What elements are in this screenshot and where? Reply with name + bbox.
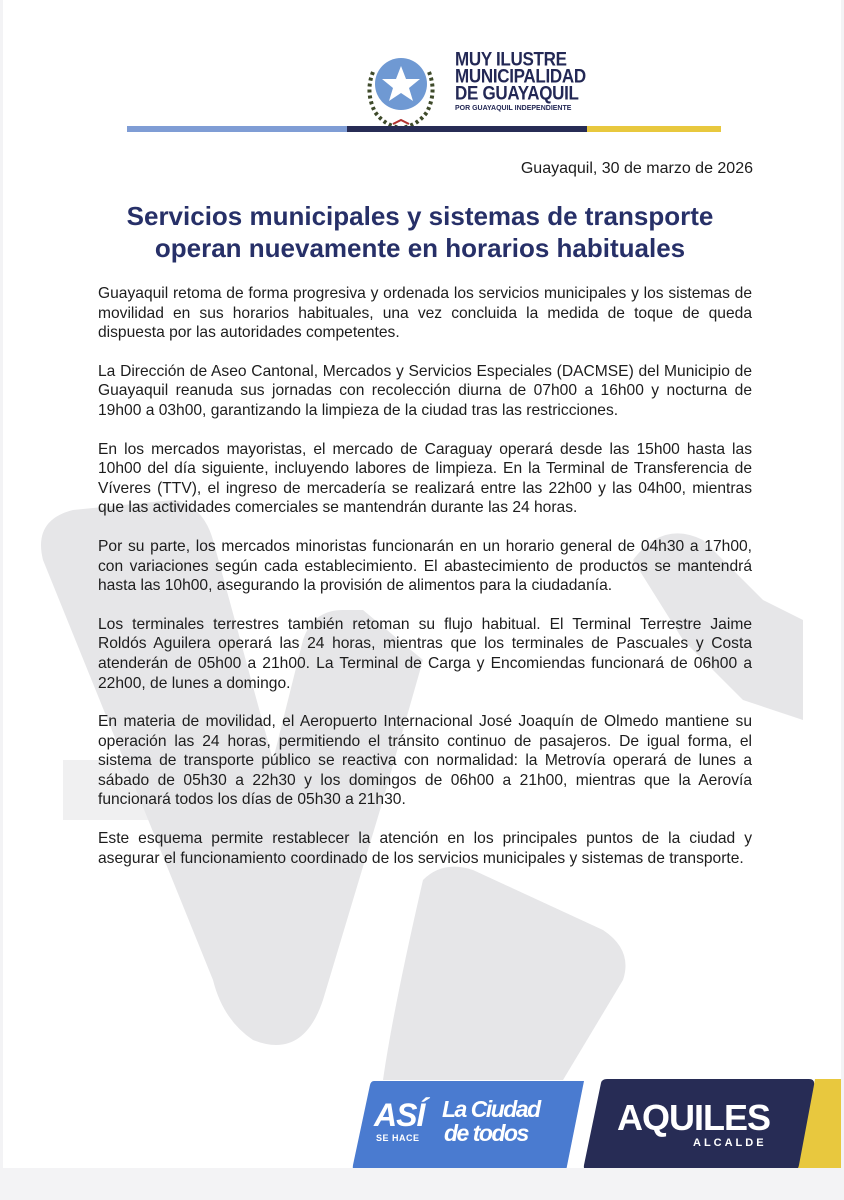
mayor-name: AQUILES — [617, 1097, 771, 1138]
star-seal-icon — [359, 48, 443, 132]
paragraph: Los terminales terrestres también retoman su flujo habitual. El Terminal Terrestre Jaime Roldós Aguilera operará las 24 horas, mientras que los terminales de Pascuales y Costa atenderán de 05h00 a 21h00. La Terminal de Carga y Encomiendas funcionará de 06h00 a 22h00, de lunes a domingo. — [98, 615, 752, 692]
rule-segment-navy — [347, 126, 587, 132]
rule-segment-yellow — [587, 126, 721, 132]
paragraph: Por su parte, los mercados minoristas funcionarán en un horario general de 04h30 a 17h00, con variaciones según cada establecimiento. El abastecimiento de productos se mantendrá hasta las 10h00, asegurando la provisión de alimentos para la ciudadanía. — [98, 537, 752, 595]
letterhead — [3, 40, 841, 140]
rule-segment-blue — [127, 126, 347, 132]
paragraph: En los mercados mayoristas, el mercado de Caraguay operará desde las 15h00 hasta las 10h00 del día siguiente, incluyendo labores de limpieza. En la Terminal de Transferencia de Víveres (TTV), el ingreso de mercadería se realizará entre las 22h00 y las 04h00, mientras que las actividades comerciales se mantendrán durante las 24 horas. — [98, 440, 752, 517]
slogan-word-se-hace: SE HACE — [376, 1133, 420, 1143]
slogan-badge — [352, 1081, 584, 1168]
press-release-page — [3, 0, 841, 1168]
slogan-word-asi: ASÍ — [374, 1097, 425, 1133]
title-line-1: Servicios municipales y sistemas de transporte — [126, 201, 714, 231]
title-line-2: operan nuevamente en horarios habituales — [154, 233, 686, 263]
logo-line-3: DE GUAYAQUIL — [455, 82, 579, 105]
document-title — [63, 200, 777, 264]
mayor-badge — [583, 1079, 841, 1168]
document-date: Guayaquil, 30 de marzo de 2026 — [520, 160, 753, 177]
logo-line-2: MUNICIPALIDAD — [455, 65, 586, 88]
municipality-logo-text — [455, 50, 586, 113]
logo-tagline: POR GUAYAQUIL INDEPENDIENTE — [455, 105, 572, 112]
document-body — [98, 284, 752, 887]
paragraph: Este esquema permite restablecer la atención en los principales puntos de la ciudad y asegurar el funcionamiento coordinado de los servicios municipales y sistemas de transporte. — [98, 830, 752, 867]
mayor-title: ALCALDE — [693, 1137, 767, 1149]
header-color-rule — [127, 126, 721, 132]
paragraph: Guayaquil retoma de forma progresiva y ordenada los servicios municipales y los sistemas de movilidad en sus horarios habituales, una vez concluida la medida de toque de queda dispuesta por las autoridades competentes. — [98, 285, 752, 342]
slogan-word-la-ciudad: La Ciudad — [442, 1096, 540, 1122]
paragraph: En materia de movilidad, el Aeropuerto Internacional José Joaquín de Olmedo mantiene su operación las 24 horas, permitiendo el tránsito continuo de pasajeros. De igual forma, el sistema de transporte público se reactiva con normalidad: la Metrovía operará de lunes a sábado de 05h30 a 22h30 y los domingos de 06h00 a 21h00, mientras que la Aerovía funcionará todos los días de 05h30 a 21h30. — [98, 713, 752, 809]
logo-line-1: MUY ILUSTRE — [455, 48, 567, 71]
slogan-word-de-todos: de todos — [444, 1120, 528, 1146]
paragraph: La Dirección de Aseo Cantonal, Mercados y Servicios Especiales (DACMSE) del Municipio de Guayaquil reanuda sus jornadas con recolección diurna de 07h00 a 16h00 y nocturna de 19h00 a 03h00, garantizando la limpieza de la ciudad tras las restricciones. — [98, 362, 752, 419]
